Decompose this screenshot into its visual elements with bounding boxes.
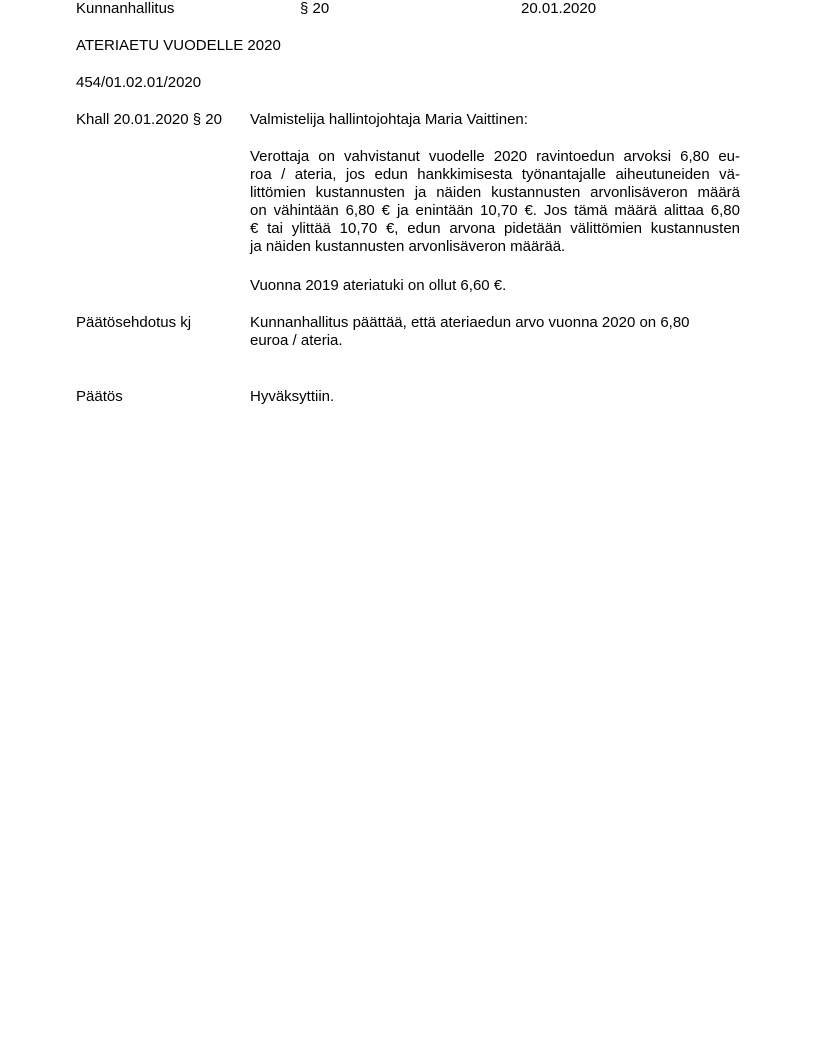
header-body: Kunnanhallitus xyxy=(76,0,175,17)
paragraph-line: ja näiden kustannusten arvonlisäveron määrää. xyxy=(250,238,566,255)
decision-text: Hyväksyttiin. xyxy=(250,388,335,405)
preparation-paragraph xyxy=(250,148,740,256)
paragraph-line: € tai ylittää 10,70 €, edun arvona pidetään välittömien kustannusten xyxy=(250,220,740,237)
paragraph-line: roa / ateria, jos edun hankkimisesta työnantajalle aiheutuneiden vä- xyxy=(250,166,740,183)
header-section: § 20 xyxy=(300,0,330,17)
proposal-line: euroa / ateria. xyxy=(250,332,343,349)
header-date: 20.01.2020 xyxy=(521,0,597,17)
decision-label: Päätös xyxy=(76,388,123,405)
proposal-text xyxy=(250,314,740,350)
previous-year-note: Vuonna 2019 ateriatuki on ollut 6,60 €. xyxy=(250,277,507,294)
preparation-label: Khall 20.01.2020 § 20 xyxy=(76,111,222,128)
paragraph-line: on vähintään 6,80 € ja enintään 10,70 €. Jos tämä määrä alittaa 6,80 xyxy=(250,202,740,219)
preparer-line: Valmistelija hallintojohtaja Maria Vaittinen: xyxy=(250,111,528,128)
paragraph-line: littömien kustannusten ja näiden kustannusten arvonlisäveron määrä xyxy=(250,184,740,201)
paragraph-line: Verottaja on vahvistanut vuodelle 2020 ravintoedun arvoksi 6,80 eu- xyxy=(250,148,740,165)
proposal-label: Päätösehdotus kj xyxy=(76,314,192,331)
proposal-line: Kunnanhallitus päättää, että ateriaedun arvo vuonna 2020 on 6,80 xyxy=(250,314,690,331)
document-title: ATERIAETU VUODELLE 2020 xyxy=(76,37,281,54)
record-number: 454/01.02.01/2020 xyxy=(76,74,202,91)
